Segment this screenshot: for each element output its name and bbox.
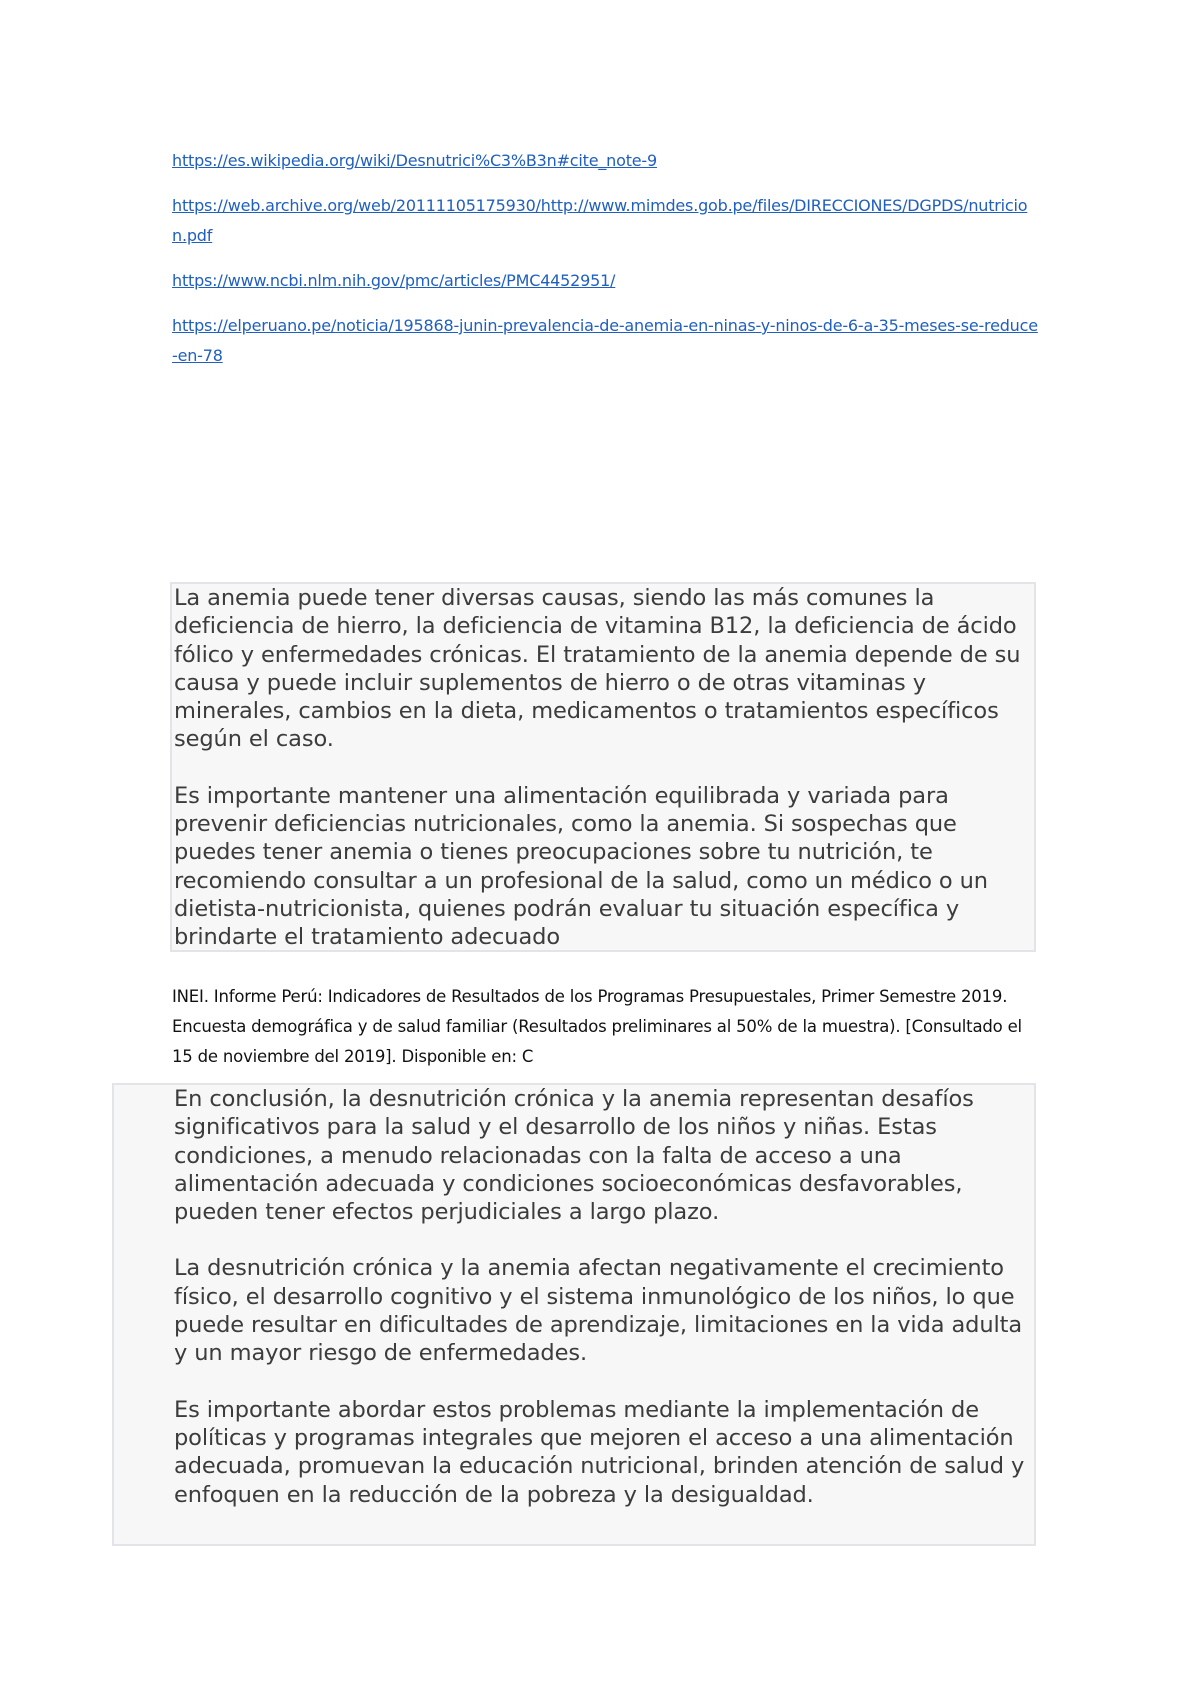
reference-links	[172, 146, 1042, 386]
conclusion-paragraph-actions: Es importante abordar estos problemas mediante la implementación de políticas y programas integrales que mejoren el acceso a una alimentación adecuada, promuevan la educación nutricional, brinden atención de salud y enfoquen en la reducción de la pobreza y la desigualdad.	[174, 1396, 1025, 1508]
anemia-paragraph-causes: La anemia puede tener diversas causas, siendo las más comunes la deficiencia de hierro, la deficiencia de vitamina B12, la deficiencia de ácido fólico y enfermedades crónicas. El tratamiento de la anemia depende de su causa y puede incluir suplementos de hierro o de otras vitaminas y minerales, cambios en la dieta, medicamentos o tratamientos específicos según el caso.	[174, 585, 1021, 753]
reference-link-elperuano[interactable]: https://elperuano.pe/noticia/195868-junin-prevalencia-de-anemia-en-ninas-y-ninos-de-6-a-35-meses-se-reduce-en-78	[172, 316, 1038, 365]
conclusion-paragraph-summary: En conclusión, la desnutrición crónica y la anemia representan desafíos significativos para la salud y el desarrollo de los niños y niñas. Estas condiciones, a menudo relacionadas con la falta de acceso a una alimentación adecuada y condiciones socioeconómicas desfavorables, pueden tener efectos perjudiciales a largo plazo.	[174, 1086, 974, 1226]
anemia-text-box	[170, 582, 1036, 952]
conclusion-paragraph-effects: La desnutrición crónica y la anemia afectan negativamente el crecimiento físico, el desarrollo cognitivo y el sistema inmunológico de los niños, lo que puede resultar en dificultades de aprendizaje, limitaciones en la vida adulta y un mayor riesgo de enfermedades.	[174, 1255, 1023, 1367]
inei-citation: INEI. Informe Perú: Indicadores de Resultados de los Programas Presupuestales, Primer Semestre 2019. Encuesta demográfica y de salud familiar (Resultados preliminares al 50% de la muestra). [Consultado el 15 de noviembre del 2019]. Disponible en: C	[172, 987, 1022, 1066]
reference-link-ncbi[interactable]: https://www.ncbi.nlm.nih.gov/pmc/articles/PMC4452951/	[172, 271, 616, 290]
conclusion-text-box	[112, 1083, 1036, 1546]
reference-link-archive[interactable]: https://web.archive.org/web/20111105175930/http://www.mimdes.gob.pe/files/DIRECCIONES/DGPDS/nutricion.pdf	[172, 196, 1028, 245]
anemia-paragraph-advice: Es importante mantener una alimentación equilibrada y variada para prevenir deficiencias nutricionales, como la anemia. Si sospechas que puedes tener anemia o tienes preocupaciones sobre tu nutrición, te recomiendo consultar a un profesional de la salud, como un médico o un dietista-nutricionista, quienes podrán evaluar tu situación específica y brindarte el tratamiento adecuado	[174, 782, 988, 951]
reference-link-wikipedia[interactable]: https://es.wikipedia.org/wiki/Desnutrici%C3%B3n#cite_note-9	[172, 151, 657, 170]
